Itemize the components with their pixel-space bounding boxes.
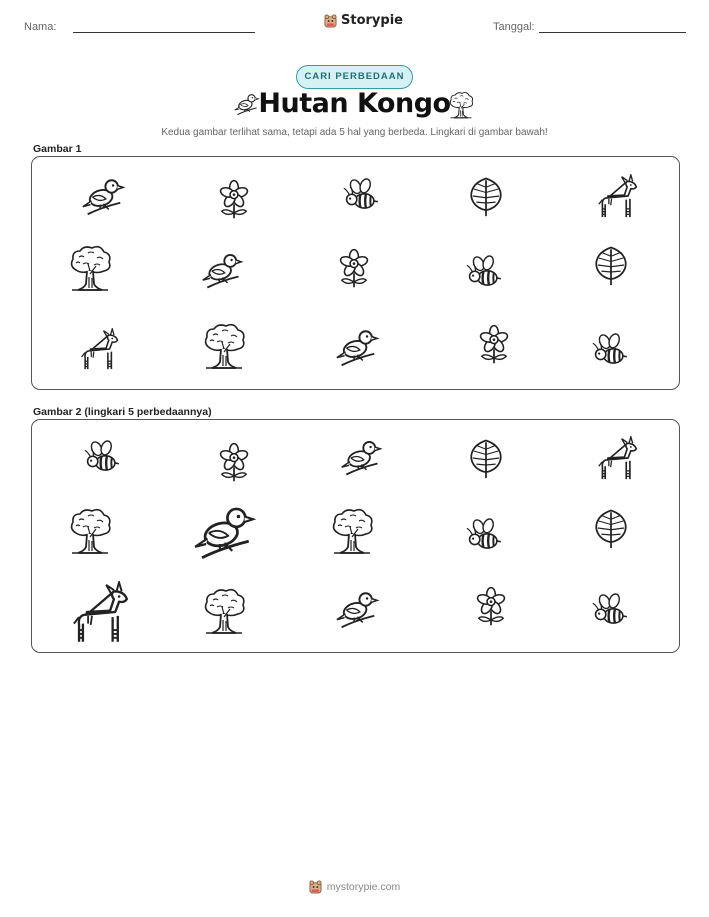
tree-icon[interactable] <box>66 506 114 556</box>
bee-icon <box>592 333 630 371</box>
bee-icon <box>343 178 381 216</box>
leaf-icon[interactable] <box>465 434 507 482</box>
okapi-icon <box>596 172 640 220</box>
bird-icon[interactable] <box>191 500 257 566</box>
footer <box>0 880 709 894</box>
bee-icon[interactable] <box>84 440 122 478</box>
flower-icon <box>473 320 515 368</box>
tree-icon[interactable] <box>200 586 248 636</box>
bird-icon[interactable] <box>339 436 383 480</box>
brand-name: Storypie <box>341 13 403 28</box>
storypie-footer-icon <box>309 880 322 894</box>
tree-icon[interactable] <box>328 506 376 556</box>
flower-icon <box>333 244 375 292</box>
leaf-icon <box>465 172 507 220</box>
footer-site: mystorypie.com <box>326 881 401 893</box>
okapi-icon <box>79 324 121 374</box>
bird-icon <box>334 325 380 371</box>
bee-icon[interactable] <box>466 518 504 556</box>
storypie-logo-icon <box>324 14 337 28</box>
worksheet-title: Hutan Kongo <box>258 88 451 119</box>
leaf-icon[interactable] <box>590 504 632 552</box>
brand <box>324 13 403 28</box>
bee-icon[interactable] <box>592 593 630 631</box>
bird-icon[interactable] <box>334 587 380 633</box>
bee-icon <box>466 255 504 293</box>
bird-icon <box>80 174 126 220</box>
panel2-label: Gambar 2 (lingkari 5 perbedaannya) <box>33 406 212 418</box>
name-field[interactable] <box>73 32 255 33</box>
tree-icon <box>66 243 114 293</box>
instructions: Kedua gambar terlihat sama, tetapi ada 5 hal yang berbeda. Lingkari di gambar bawah! <box>161 127 548 138</box>
date-label: Tanggal: <box>493 21 535 33</box>
activity-badge: CARI PERBEDAAN <box>296 65 413 89</box>
tree-icon <box>200 321 248 371</box>
okapi-icon[interactable] <box>596 434 640 482</box>
okapi-icon[interactable] <box>70 578 132 646</box>
leaf-icon <box>590 241 632 289</box>
flower-icon[interactable] <box>213 438 255 486</box>
flower-icon[interactable] <box>470 582 512 630</box>
date-field[interactable] <box>539 32 686 33</box>
name-label: Nama: <box>24 21 57 33</box>
panel1-label: Gambar 1 <box>33 143 82 155</box>
flower-icon <box>213 176 255 222</box>
bird-icon <box>200 249 244 293</box>
title-tree-icon <box>447 91 475 119</box>
